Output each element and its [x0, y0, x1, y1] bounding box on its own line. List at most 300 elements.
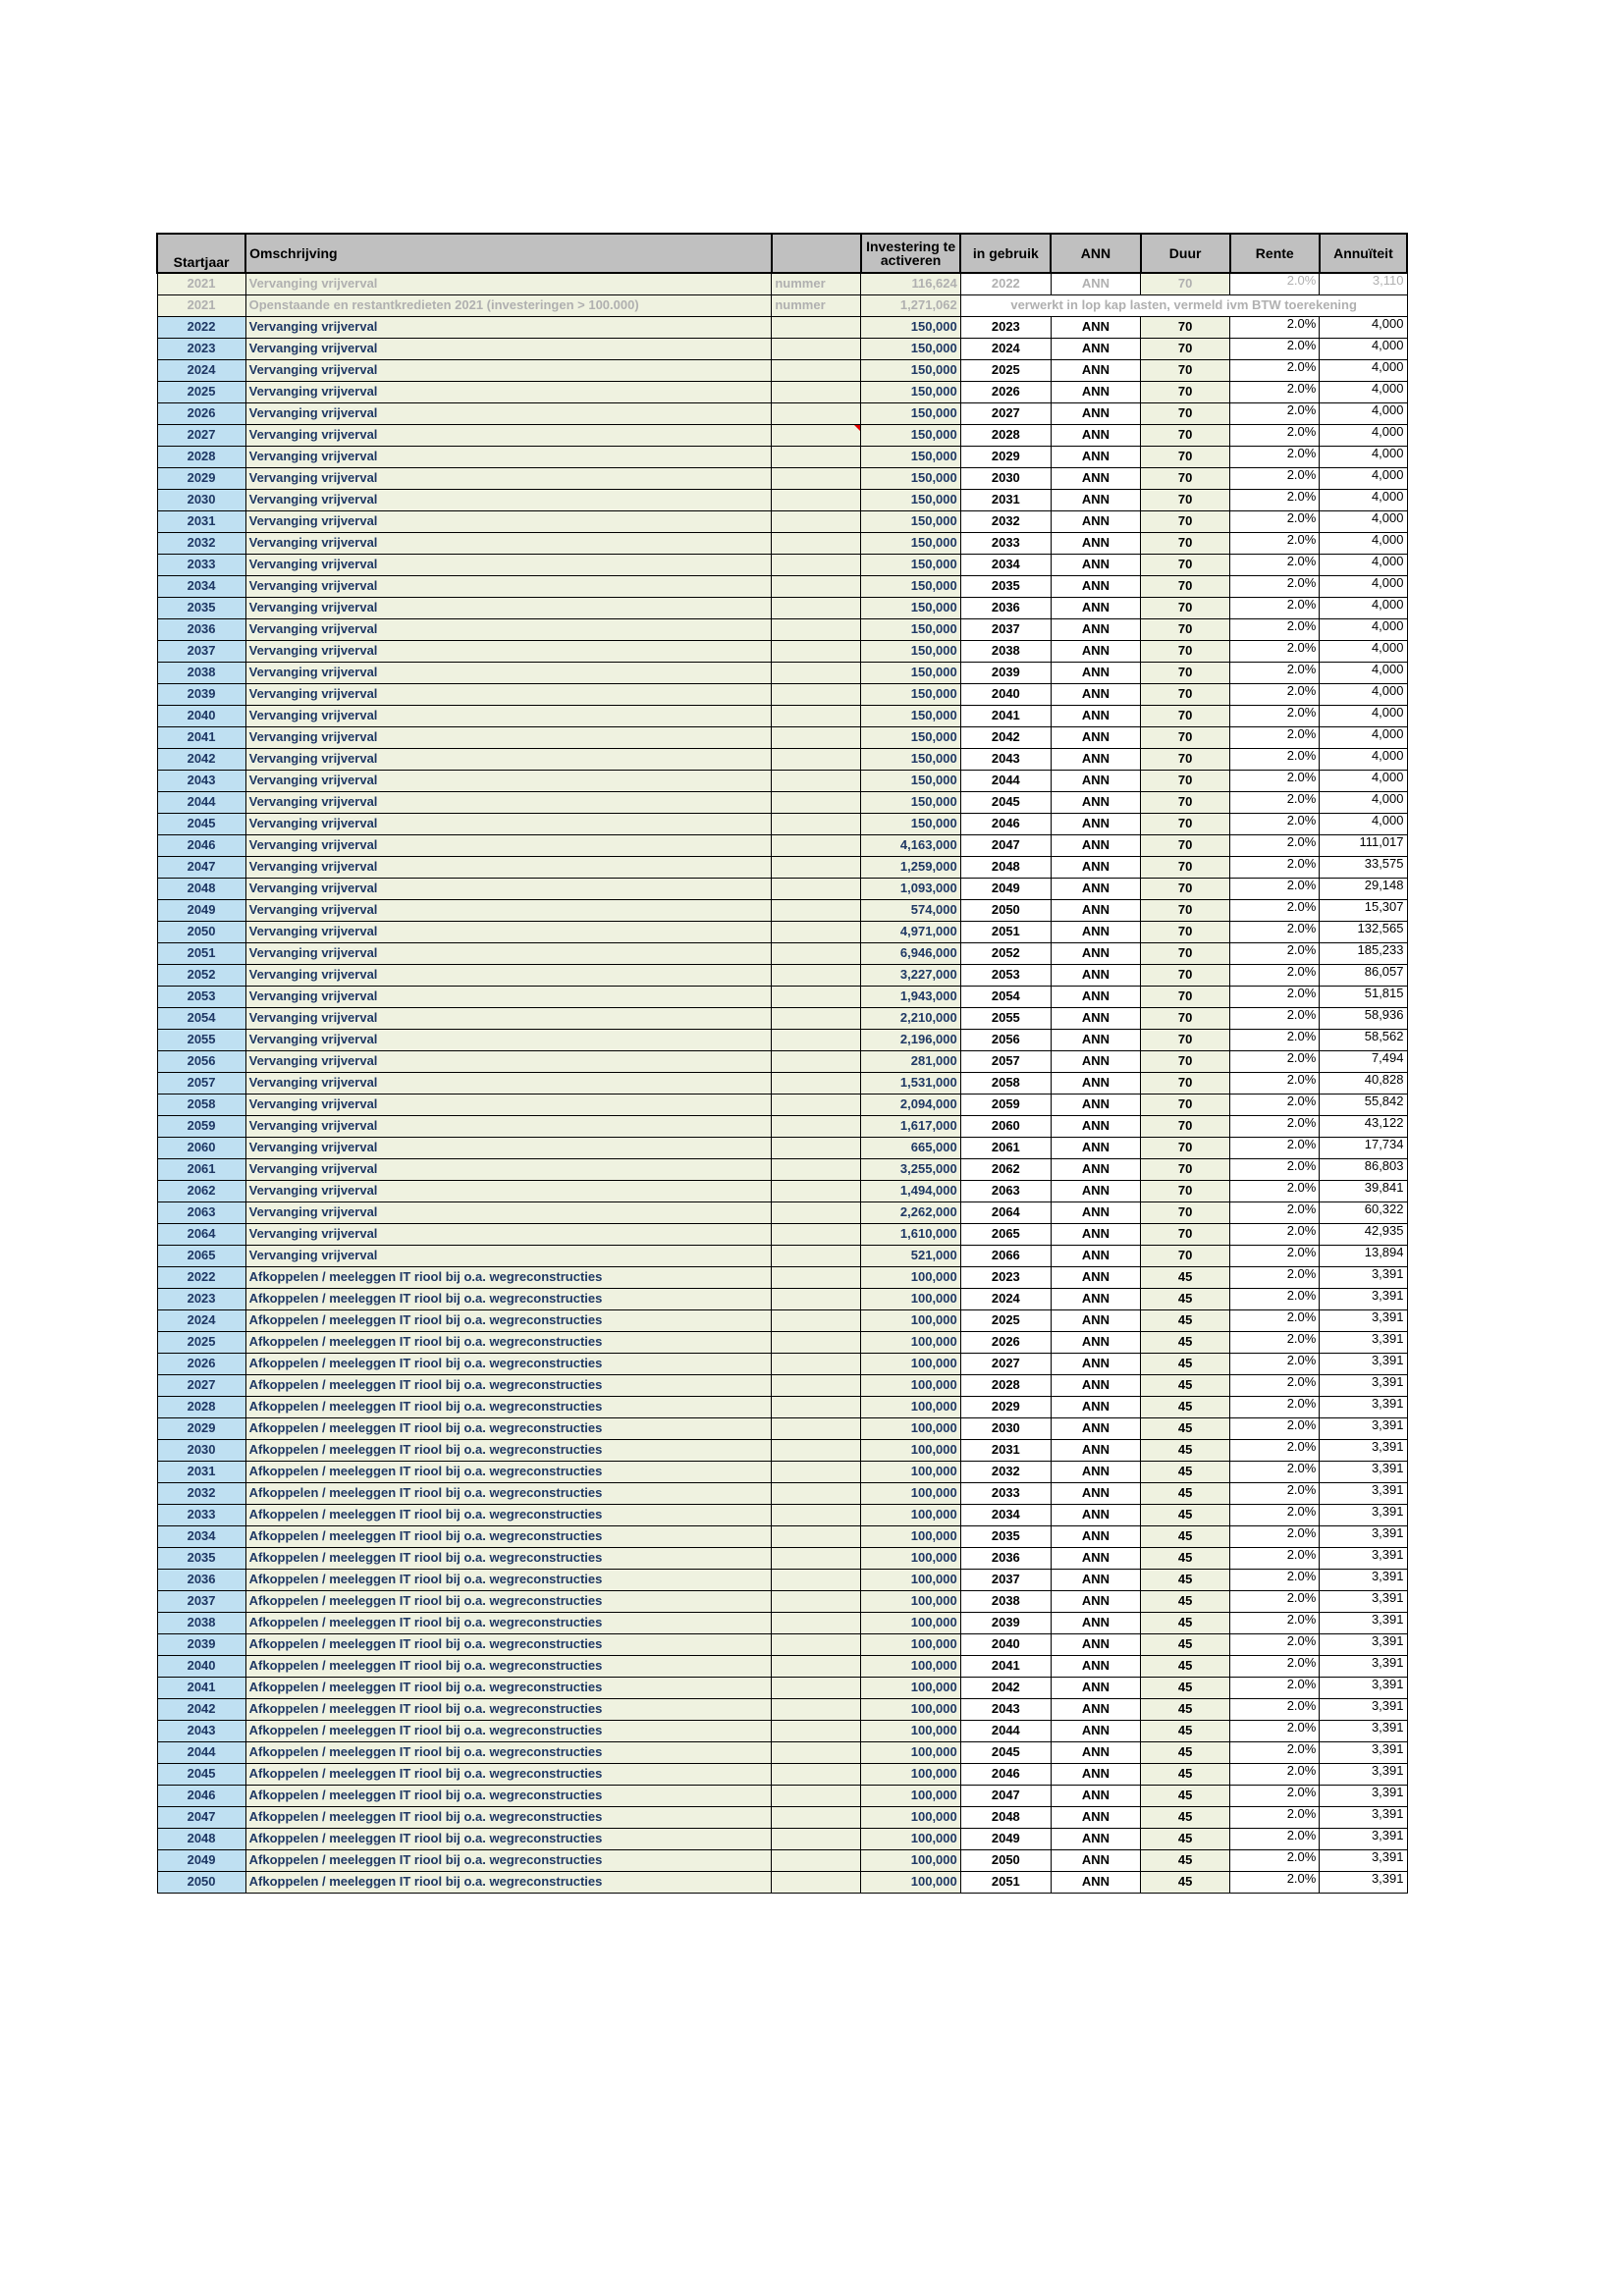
cell-duur[interactable]: 70 — [1141, 705, 1230, 726]
cell-startjaar[interactable]: 2047 — [157, 1806, 245, 1828]
cell-nummer[interactable] — [772, 446, 861, 467]
cell-ann[interactable]: ANN — [1051, 878, 1140, 899]
cell-nummer[interactable] — [772, 1115, 861, 1137]
cell-investering[interactable]: 100,000 — [861, 1396, 960, 1417]
header-empty[interactable] — [772, 234, 861, 273]
cell-ann[interactable]: ANN — [1051, 942, 1140, 964]
cell-nummer[interactable] — [772, 1309, 861, 1331]
comment-indicator-icon[interactable] — [854, 425, 860, 431]
cell-annuiteit[interactable]: 4,000 — [1320, 467, 1407, 489]
cell-omschrijving[interactable]: Vervanging vrijverval — [245, 726, 772, 748]
cell-duur[interactable]: 45 — [1141, 1525, 1230, 1547]
cell-annuiteit[interactable]: 4,000 — [1320, 316, 1407, 338]
cell-ann[interactable]: ANN — [1051, 1871, 1140, 1893]
cell-nummer[interactable] — [772, 1245, 861, 1266]
cell-investering[interactable]: 100,000 — [861, 1547, 960, 1569]
cell-investering[interactable]: 100,000 — [861, 1590, 960, 1612]
cell-investering[interactable]: 150,000 — [861, 532, 960, 554]
cell-duur[interactable]: 70 — [1141, 942, 1230, 964]
cell-rente[interactable]: 2.0% — [1230, 597, 1320, 618]
cell-omschrijving[interactable]: Vervanging vrijverval — [245, 1029, 772, 1050]
cell-rente[interactable]: 2.0% — [1230, 1439, 1320, 1461]
cell-in-gebruik[interactable]: 2063 — [960, 1180, 1051, 1201]
cell-ann[interactable]: ANN — [1051, 1266, 1140, 1288]
cell-omschrijving[interactable]: Vervanging vrijverval — [245, 856, 772, 878]
cell-duur[interactable]: 70 — [1141, 770, 1230, 791]
cell-ann[interactable]: ANN — [1051, 1245, 1140, 1266]
cell-rente[interactable]: 2.0% — [1230, 705, 1320, 726]
cell-nummer[interactable] — [772, 1094, 861, 1115]
cell-omschrijving[interactable]: Vervanging vrijverval — [245, 532, 772, 554]
cell-ann[interactable]: ANN — [1051, 964, 1140, 986]
cell-duur[interactable]: 70 — [1141, 1029, 1230, 1050]
cell-duur[interactable]: 70 — [1141, 510, 1230, 532]
cell-investering[interactable]: 100,000 — [861, 1655, 960, 1677]
cell-nummer[interactable] — [772, 1417, 861, 1439]
cell-startjaar[interactable]: 2030 — [157, 489, 245, 510]
cell-investering[interactable]: 150,000 — [861, 402, 960, 424]
cell-rente[interactable]: 2.0% — [1230, 1461, 1320, 1482]
cell-omschrijving[interactable]: Vervanging vrijverval — [245, 597, 772, 618]
cell-nummer[interactable] — [772, 964, 861, 986]
cell-ann[interactable]: ANN — [1051, 1223, 1140, 1245]
cell-in-gebruik[interactable]: 2052 — [960, 942, 1051, 964]
cell-omschrijving[interactable]: Afkoppelen / meeleggen IT riool bij o.a. wegreconstructies — [245, 1309, 772, 1331]
cell-nummer[interactable] — [772, 986, 861, 1007]
cell-investering[interactable]: 150,000 — [861, 640, 960, 662]
cell-omschrijving[interactable]: Vervanging vrijverval — [245, 273, 772, 294]
cell-annuiteit[interactable]: 51,815 — [1320, 986, 1407, 1007]
cell-ann[interactable]: ANN — [1051, 899, 1140, 921]
cell-in-gebruik[interactable]: 2040 — [960, 1633, 1051, 1655]
cell-duur[interactable]: 70 — [1141, 1072, 1230, 1094]
cell-startjaar[interactable]: 2045 — [157, 1763, 245, 1785]
cell-ann[interactable]: ANN — [1051, 1785, 1140, 1806]
cell-startjaar[interactable]: 2022 — [157, 1266, 245, 1288]
cell-in-gebruik[interactable]: 2060 — [960, 1115, 1051, 1137]
cell-investering[interactable]: 2,210,000 — [861, 1007, 960, 1029]
cell-rente[interactable]: 2.0% — [1230, 1655, 1320, 1677]
cell-omschrijving[interactable]: Vervanging vrijverval — [245, 467, 772, 489]
cell-startjaar[interactable]: 2026 — [157, 1353, 245, 1374]
cell-rente[interactable]: 2.0% — [1230, 1677, 1320, 1698]
cell-duur[interactable]: 45 — [1141, 1849, 1230, 1871]
cell-in-gebruik[interactable]: 2039 — [960, 1612, 1051, 1633]
header-omschrijving[interactable]: Omschrijving — [245, 234, 772, 273]
cell-rente[interactable]: 2.0% — [1230, 878, 1320, 899]
cell-in-gebruik[interactable]: 2037 — [960, 1569, 1051, 1590]
cell-investering[interactable]: 1,610,000 — [861, 1223, 960, 1245]
cell-investering[interactable]: 1,259,000 — [861, 856, 960, 878]
cell-in-gebruik[interactable]: 2036 — [960, 597, 1051, 618]
cell-omschrijving[interactable]: Vervanging vrijverval — [245, 316, 772, 338]
cell-in-gebruik[interactable]: 2041 — [960, 705, 1051, 726]
cell-annuiteit[interactable]: 40,828 — [1320, 1072, 1407, 1094]
cell-nummer[interactable] — [772, 1612, 861, 1633]
cell-omschrijving[interactable]: Afkoppelen / meeleggen IT riool bij o.a. wegreconstructies — [245, 1871, 772, 1893]
cell-ann[interactable]: ANN — [1051, 532, 1140, 554]
cell-ann[interactable]: ANN — [1051, 1569, 1140, 1590]
cell-startjaar[interactable]: 2036 — [157, 618, 245, 640]
cell-omschrijving[interactable]: Afkoppelen / meeleggen IT riool bij o.a. wegreconstructies — [245, 1785, 772, 1806]
cell-nummer[interactable] — [772, 359, 861, 381]
cell-investering[interactable]: 150,000 — [861, 726, 960, 748]
cell-duur[interactable]: 70 — [1141, 424, 1230, 446]
cell-investering[interactable]: 150,000 — [861, 510, 960, 532]
cell-startjaar[interactable]: 2037 — [157, 640, 245, 662]
cell-nummer[interactable] — [772, 1050, 861, 1072]
cell-annuiteit[interactable]: 86,803 — [1320, 1158, 1407, 1180]
cell-annuiteit[interactable]: 3,391 — [1320, 1720, 1407, 1741]
cell-omschrijving[interactable]: Afkoppelen / meeleggen IT riool bij o.a. wegreconstructies — [245, 1439, 772, 1461]
cell-omschrijving[interactable]: Vervanging vrijverval — [245, 986, 772, 1007]
cell-nummer[interactable] — [772, 424, 861, 446]
cell-annuiteit[interactable]: 4,000 — [1320, 575, 1407, 597]
cell-in-gebruik[interactable]: 2034 — [960, 554, 1051, 575]
cell-annuiteit[interactable]: 4,000 — [1320, 532, 1407, 554]
cell-investering[interactable]: 150,000 — [861, 770, 960, 791]
cell-in-gebruik[interactable]: 2029 — [960, 1396, 1051, 1417]
cell-duur[interactable]: 45 — [1141, 1720, 1230, 1741]
cell-annuiteit[interactable]: 3,110 — [1320, 273, 1407, 294]
cell-startjaar[interactable]: 2064 — [157, 1223, 245, 1245]
header-annuiteit[interactable]: Annuïteit — [1320, 234, 1407, 273]
cell-investering[interactable]: 665,000 — [861, 1137, 960, 1158]
cell-nummer[interactable] — [772, 1569, 861, 1590]
cell-in-gebruik[interactable]: 2032 — [960, 510, 1051, 532]
cell-nummer[interactable] — [772, 1590, 861, 1612]
cell-duur[interactable]: 70 — [1141, 1115, 1230, 1137]
cell-ann[interactable]: ANN — [1051, 1828, 1140, 1849]
cell-investering[interactable]: 521,000 — [861, 1245, 960, 1266]
cell-rente[interactable]: 2.0% — [1230, 1547, 1320, 1569]
cell-investering[interactable]: 6,946,000 — [861, 942, 960, 964]
cell-startjaar[interactable]: 2051 — [157, 942, 245, 964]
cell-nummer[interactable] — [772, 921, 861, 942]
cell-startjaar[interactable]: 2039 — [157, 1633, 245, 1655]
cell-annuiteit[interactable]: 3,391 — [1320, 1439, 1407, 1461]
cell-ann[interactable]: ANN — [1051, 1201, 1140, 1223]
cell-rente[interactable]: 2.0% — [1230, 1396, 1320, 1417]
cell-duur[interactable]: 45 — [1141, 1417, 1230, 1439]
cell-note[interactable]: verwerkt in lop kap lasten, vermeld ivm BTW toerekening — [960, 294, 1407, 316]
cell-startjaar[interactable]: 2033 — [157, 554, 245, 575]
cell-duur[interactable]: 70 — [1141, 1201, 1230, 1223]
cell-startjaar[interactable]: 2042 — [157, 748, 245, 770]
cell-ann[interactable]: ANN — [1051, 770, 1140, 791]
cell-annuiteit[interactable]: 111,017 — [1320, 834, 1407, 856]
cell-startjaar[interactable]: 2028 — [157, 1396, 245, 1417]
cell-startjaar[interactable]: 2038 — [157, 662, 245, 683]
cell-in-gebruik[interactable]: 2044 — [960, 1720, 1051, 1741]
cell-investering[interactable]: 100,000 — [861, 1266, 960, 1288]
cell-ann[interactable]: ANN — [1051, 1374, 1140, 1396]
cell-omschrijving[interactable]: Openstaande en restantkredieten 2021 (investeringen > 100.000) — [245, 294, 772, 316]
cell-annuiteit[interactable]: 3,391 — [1320, 1482, 1407, 1504]
cell-investering[interactable]: 150,000 — [861, 381, 960, 402]
cell-omschrijving[interactable]: Vervanging vrijverval — [245, 683, 772, 705]
cell-rente[interactable]: 2.0% — [1230, 1828, 1320, 1849]
cell-duur[interactable]: 70 — [1141, 597, 1230, 618]
cell-startjaar[interactable]: 2025 — [157, 381, 245, 402]
cell-nummer[interactable] — [772, 1785, 861, 1806]
cell-annuiteit[interactable]: 4,000 — [1320, 338, 1407, 359]
cell-rente[interactable]: 2.0% — [1230, 640, 1320, 662]
cell-duur[interactable]: 70 — [1141, 726, 1230, 748]
cell-omschrijving[interactable]: Afkoppelen / meeleggen IT riool bij o.a. wegreconstructies — [245, 1633, 772, 1655]
cell-startjaar[interactable]: 2026 — [157, 402, 245, 424]
cell-ann[interactable]: ANN — [1051, 1353, 1140, 1374]
cell-rente[interactable]: 2.0% — [1230, 1137, 1320, 1158]
cell-startjaar[interactable]: 2041 — [157, 726, 245, 748]
cell-investering[interactable]: 150,000 — [861, 575, 960, 597]
cell-in-gebruik[interactable]: 2056 — [960, 1029, 1051, 1050]
cell-rente[interactable]: 2.0% — [1230, 424, 1320, 446]
cell-duur[interactable]: 70 — [1141, 1245, 1230, 1266]
cell-rente[interactable]: 2.0% — [1230, 1353, 1320, 1374]
cell-in-gebruik[interactable]: 2039 — [960, 662, 1051, 683]
cell-investering[interactable]: 100,000 — [861, 1612, 960, 1633]
cell-rente[interactable]: 2.0% — [1230, 791, 1320, 813]
cell-rente[interactable]: 2.0% — [1230, 964, 1320, 986]
cell-omschrijving[interactable]: Vervanging vrijverval — [245, 1050, 772, 1072]
cell-startjaar[interactable]: 2059 — [157, 1115, 245, 1137]
cell-nummer[interactable] — [772, 1461, 861, 1482]
cell-in-gebruik[interactable]: 2026 — [960, 381, 1051, 402]
cell-rente[interactable]: 2.0% — [1230, 1180, 1320, 1201]
cell-rente[interactable]: 2.0% — [1230, 1741, 1320, 1763]
cell-rente[interactable]: 2.0% — [1230, 1072, 1320, 1094]
cell-nummer[interactable] — [772, 1525, 861, 1547]
cell-annuiteit[interactable]: 3,391 — [1320, 1828, 1407, 1849]
cell-nummer[interactable] — [772, 1504, 861, 1525]
cell-ann[interactable]: ANN — [1051, 791, 1140, 813]
cell-startjaar[interactable]: 2044 — [157, 1741, 245, 1763]
cell-omschrijving[interactable]: Vervanging vrijverval — [245, 899, 772, 921]
cell-nummer[interactable] — [772, 1158, 861, 1180]
cell-investering[interactable]: 3,227,000 — [861, 964, 960, 986]
cell-ann[interactable]: ANN — [1051, 726, 1140, 748]
cell-in-gebruik[interactable]: 2028 — [960, 1374, 1051, 1396]
cell-nummer[interactable] — [772, 1007, 861, 1029]
cell-ann[interactable]: ANN — [1051, 1029, 1140, 1050]
cell-omschrijving[interactable]: Vervanging vrijverval — [245, 618, 772, 640]
cell-annuiteit[interactable]: 15,307 — [1320, 899, 1407, 921]
cell-nummer[interactable] — [772, 813, 861, 834]
cell-omschrijving[interactable]: Afkoppelen / meeleggen IT riool bij o.a. wegreconstructies — [245, 1266, 772, 1288]
cell-omschrijving[interactable]: Vervanging vrijverval — [245, 878, 772, 899]
cell-omschrijving[interactable]: Vervanging vrijverval — [245, 338, 772, 359]
cell-omschrijving[interactable]: Afkoppelen / meeleggen IT riool bij o.a. wegreconstructies — [245, 1655, 772, 1677]
cell-duur[interactable]: 45 — [1141, 1266, 1230, 1288]
cell-startjaar[interactable]: 2023 — [157, 338, 245, 359]
cell-rente[interactable]: 2.0% — [1230, 986, 1320, 1007]
cell-ann[interactable]: ANN — [1051, 1050, 1140, 1072]
cell-rente[interactable]: 2.0% — [1230, 467, 1320, 489]
cell-nummer[interactable] — [772, 1720, 861, 1741]
cell-in-gebruik[interactable]: 2059 — [960, 1094, 1051, 1115]
cell-rente[interactable]: 2.0% — [1230, 1417, 1320, 1439]
cell-duur[interactable]: 45 — [1141, 1763, 1230, 1785]
cell-startjaar[interactable]: 2032 — [157, 532, 245, 554]
cell-rente[interactable]: 2.0% — [1230, 899, 1320, 921]
cell-ann[interactable]: ANN — [1051, 1180, 1140, 1201]
cell-investering[interactable]: 1,093,000 — [861, 878, 960, 899]
cell-startjaar[interactable]: 2060 — [157, 1137, 245, 1158]
cell-annuiteit[interactable]: 4,000 — [1320, 770, 1407, 791]
cell-annuiteit[interactable]: 3,391 — [1320, 1785, 1407, 1806]
cell-omschrijving[interactable]: Afkoppelen / meeleggen IT riool bij o.a. wegreconstructies — [245, 1720, 772, 1741]
cell-startjaar[interactable]: 2029 — [157, 467, 245, 489]
cell-ann[interactable]: ANN — [1051, 1655, 1140, 1677]
cell-in-gebruik[interactable]: 2036 — [960, 1547, 1051, 1569]
cell-startjaar[interactable]: 2024 — [157, 359, 245, 381]
cell-annuiteit[interactable]: 4,000 — [1320, 618, 1407, 640]
cell-annuiteit[interactable]: 4,000 — [1320, 640, 1407, 662]
cell-omschrijving[interactable]: Vervanging vrijverval — [245, 1137, 772, 1158]
cell-investering[interactable]: 100,000 — [861, 1698, 960, 1720]
cell-rente[interactable]: 2.0% — [1230, 1007, 1320, 1029]
cell-investering[interactable]: 100,000 — [861, 1785, 960, 1806]
cell-omschrijving[interactable]: Vervanging vrijverval — [245, 834, 772, 856]
cell-duur[interactable]: 45 — [1141, 1504, 1230, 1525]
cell-omschrijving[interactable]: Vervanging vrijverval — [245, 359, 772, 381]
cell-ann[interactable]: ANN — [1051, 359, 1140, 381]
cell-startjaar[interactable]: 2053 — [157, 986, 245, 1007]
cell-startjaar[interactable]: 2040 — [157, 1655, 245, 1677]
cell-omschrijving[interactable]: Afkoppelen / meeleggen IT riool bij o.a. wegreconstructies — [245, 1698, 772, 1720]
cell-omschrijving[interactable]: Vervanging vrijverval — [245, 705, 772, 726]
cell-nummer[interactable] — [772, 834, 861, 856]
cell-startjaar[interactable]: 2034 — [157, 1525, 245, 1547]
cell-investering[interactable]: 150,000 — [861, 748, 960, 770]
cell-startjaar[interactable]: 2065 — [157, 1245, 245, 1266]
cell-ann[interactable]: ANN — [1051, 1849, 1140, 1871]
cell-in-gebruik[interactable]: 2031 — [960, 489, 1051, 510]
cell-duur[interactable]: 45 — [1141, 1677, 1230, 1698]
cell-omschrijving[interactable]: Vervanging vrijverval — [245, 402, 772, 424]
cell-nummer[interactable] — [772, 705, 861, 726]
cell-ann[interactable]: ANN — [1051, 1525, 1140, 1547]
cell-omschrijving[interactable]: Vervanging vrijverval — [245, 1072, 772, 1094]
cell-investering[interactable]: 100,000 — [861, 1633, 960, 1655]
cell-ann[interactable]: ANN — [1051, 748, 1140, 770]
cell-annuiteit[interactable]: 3,391 — [1320, 1417, 1407, 1439]
cell-omschrijving[interactable]: Afkoppelen / meeleggen IT riool bij o.a. wegreconstructies — [245, 1677, 772, 1698]
cell-ann[interactable]: ANN — [1051, 834, 1140, 856]
cell-rente[interactable]: 2.0% — [1230, 1309, 1320, 1331]
cell-nummer[interactable] — [772, 791, 861, 813]
cell-omschrijving[interactable]: Afkoppelen / meeleggen IT riool bij o.a. wegreconstructies — [245, 1547, 772, 1569]
cell-duur[interactable]: 45 — [1141, 1288, 1230, 1309]
cell-rente[interactable]: 2.0% — [1230, 510, 1320, 532]
cell-ann[interactable]: ANN — [1051, 381, 1140, 402]
cell-investering[interactable]: 1,943,000 — [861, 986, 960, 1007]
cell-in-gebruik[interactable]: 2030 — [960, 467, 1051, 489]
cell-annuiteit[interactable]: 4,000 — [1320, 791, 1407, 813]
cell-annuiteit[interactable]: 86,057 — [1320, 964, 1407, 986]
cell-in-gebruik[interactable]: 2049 — [960, 1828, 1051, 1849]
cell-startjaar[interactable]: 2031 — [157, 510, 245, 532]
cell-investering[interactable]: 1,617,000 — [861, 1115, 960, 1137]
cell-omschrijving[interactable]: Vervanging vrijverval — [245, 1158, 772, 1180]
cell-nummer[interactable] — [772, 597, 861, 618]
cell-ann[interactable]: ANN — [1051, 402, 1140, 424]
cell-omschrijving[interactable]: Vervanging vrijverval — [245, 1223, 772, 1245]
cell-in-gebruik[interactable]: 2064 — [960, 1201, 1051, 1223]
cell-in-gebruik[interactable]: 2045 — [960, 791, 1051, 813]
cell-in-gebruik[interactable]: 2029 — [960, 446, 1051, 467]
cell-duur[interactable]: 70 — [1141, 921, 1230, 942]
cell-nummer[interactable] — [772, 338, 861, 359]
cell-in-gebruik[interactable]: 2025 — [960, 359, 1051, 381]
cell-omschrijving[interactable]: Afkoppelen / meeleggen IT riool bij o.a. wegreconstructies — [245, 1353, 772, 1374]
cell-startjaar[interactable]: 2046 — [157, 1785, 245, 1806]
cell-rente[interactable]: 2.0% — [1230, 1633, 1320, 1655]
cell-ann[interactable]: ANN — [1051, 1698, 1140, 1720]
cell-duur[interactable]: 70 — [1141, 1094, 1230, 1115]
cell-rente[interactable]: 2.0% — [1230, 834, 1320, 856]
cell-annuiteit[interactable]: 4,000 — [1320, 489, 1407, 510]
cell-duur[interactable]: 70 — [1141, 1050, 1230, 1072]
cell-ann[interactable]: ANN — [1051, 986, 1140, 1007]
cell-nummer[interactable] — [772, 662, 861, 683]
cell-in-gebruik[interactable]: 2035 — [960, 1525, 1051, 1547]
cell-annuiteit[interactable]: 39,841 — [1320, 1180, 1407, 1201]
cell-rente[interactable]: 2.0% — [1230, 1871, 1320, 1893]
cell-nummer[interactable] — [772, 878, 861, 899]
cell-investering[interactable]: 100,000 — [861, 1482, 960, 1504]
cell-ann[interactable]: ANN — [1051, 640, 1140, 662]
cell-duur[interactable]: 70 — [1141, 618, 1230, 640]
cell-investering[interactable]: 150,000 — [861, 791, 960, 813]
cell-startjaar[interactable]: 2029 — [157, 1417, 245, 1439]
cell-nummer[interactable] — [772, 381, 861, 402]
cell-nummer[interactable] — [772, 1806, 861, 1828]
cell-annuiteit[interactable]: 3,391 — [1320, 1633, 1407, 1655]
cell-duur[interactable]: 70 — [1141, 467, 1230, 489]
cell-duur[interactable]: 70 — [1141, 359, 1230, 381]
cell-ann[interactable]: ANN — [1051, 1547, 1140, 1569]
cell-startjaar[interactable]: 2061 — [157, 1158, 245, 1180]
cell-in-gebruik[interactable]: 2061 — [960, 1137, 1051, 1158]
cell-investering[interactable]: 4,971,000 — [861, 921, 960, 942]
cell-ann[interactable]: ANN — [1051, 1072, 1140, 1094]
cell-investering[interactable]: 100,000 — [861, 1353, 960, 1374]
cell-rente[interactable]: 2.0% — [1230, 1785, 1320, 1806]
cell-omschrijving[interactable]: Afkoppelen / meeleggen IT riool bij o.a. wegreconstructies — [245, 1288, 772, 1309]
cell-rente[interactable]: 2.0% — [1230, 1158, 1320, 1180]
cell-investering[interactable]: 100,000 — [861, 1439, 960, 1461]
cell-omschrijving[interactable]: Afkoppelen / meeleggen IT riool bij o.a. wegreconstructies — [245, 1741, 772, 1763]
cell-ann[interactable]: ANN — [1051, 1288, 1140, 1309]
cell-rente[interactable]: 2.0% — [1230, 1094, 1320, 1115]
cell-duur[interactable]: 45 — [1141, 1741, 1230, 1763]
cell-annuiteit[interactable]: 3,391 — [1320, 1612, 1407, 1633]
cell-omschrijving[interactable]: Vervanging vrijverval — [245, 1115, 772, 1137]
cell-investering[interactable]: 100,000 — [861, 1461, 960, 1482]
cell-rente[interactable]: 2.0% — [1230, 942, 1320, 964]
cell-in-gebruik[interactable]: 2048 — [960, 856, 1051, 878]
cell-duur[interactable]: 70 — [1141, 381, 1230, 402]
cell-omschrijving[interactable]: Afkoppelen / meeleggen IT riool bij o.a. wegreconstructies — [245, 1612, 772, 1633]
cell-nummer[interactable] — [772, 575, 861, 597]
cell-nummer[interactable] — [772, 1741, 861, 1763]
cell-in-gebruik[interactable]: 2047 — [960, 1785, 1051, 1806]
cell-investering[interactable]: 100,000 — [861, 1806, 960, 1828]
cell-rente[interactable]: 2.0% — [1230, 446, 1320, 467]
cell-omschrijving[interactable]: Vervanging vrijverval — [245, 791, 772, 813]
